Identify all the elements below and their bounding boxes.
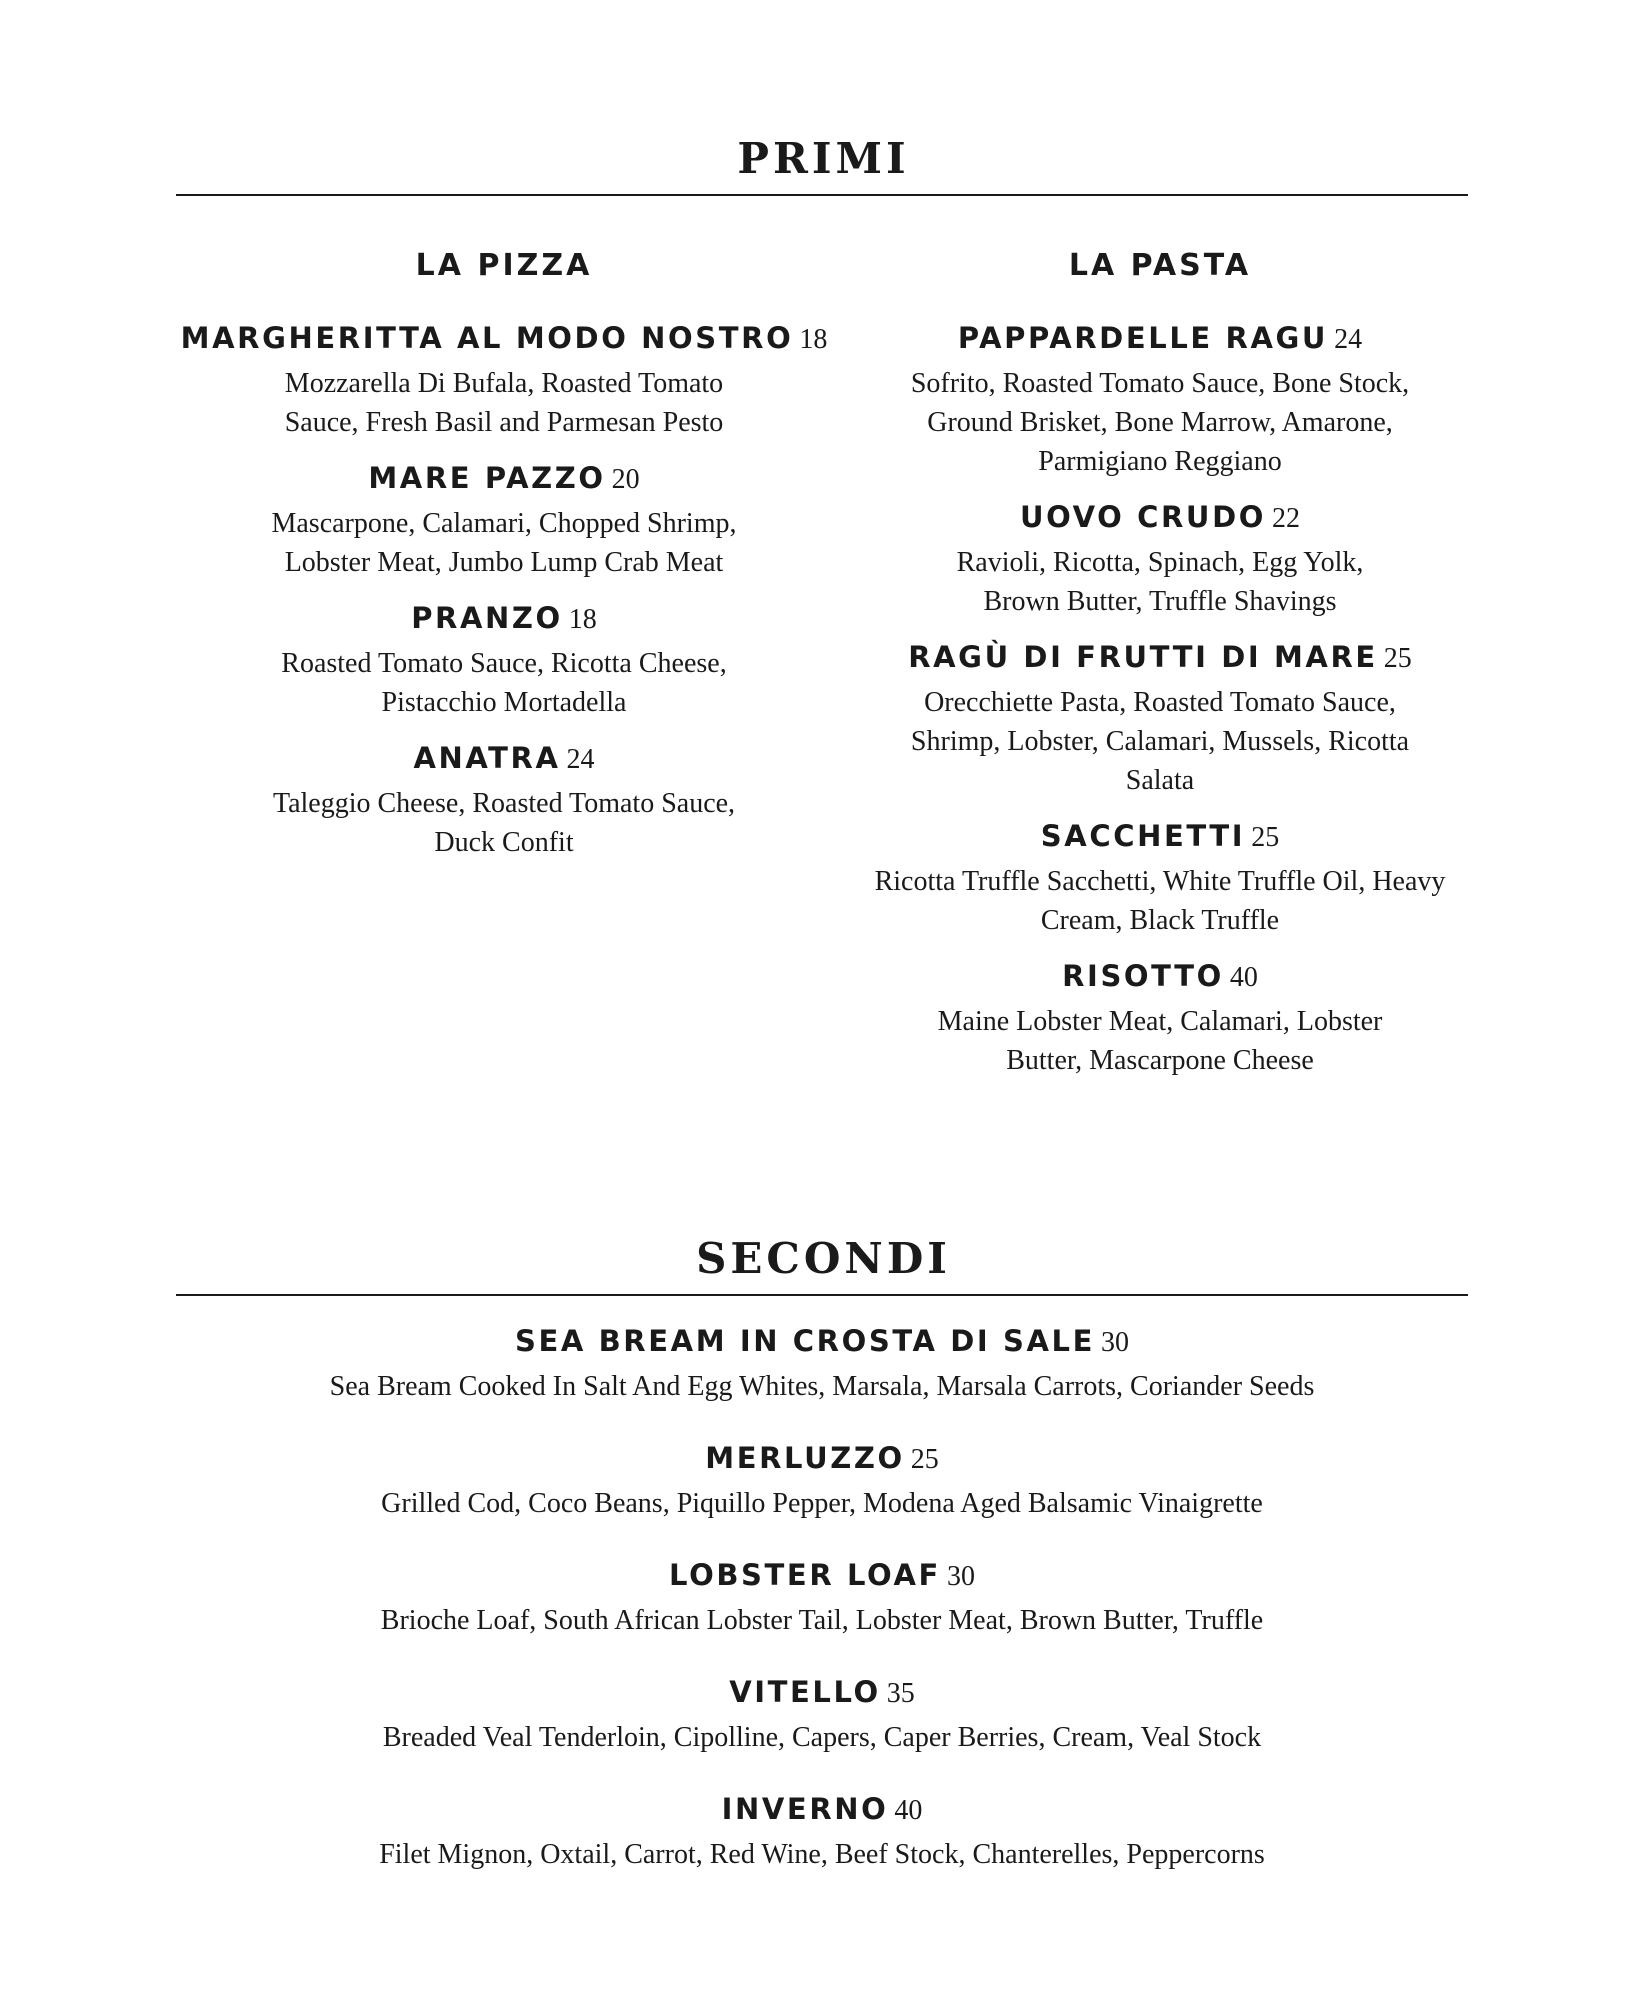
item-description: Sea Bream Cooked In Salt And Egg Whites, Marsala, Marsala Carrots, Coriander Seeds bbox=[329, 1371, 1315, 1402]
item-name: SACCHETTI bbox=[1040, 819, 1246, 853]
menu-item bbox=[176, 1789, 1468, 1875]
item-description: Mascarpone, Calamari, Chopped Shrimp, Lobster Meat, Jumbo Lump Crab Meat bbox=[271, 508, 737, 578]
secondi-title: SECONDI bbox=[696, 1234, 951, 1283]
item-name: RAGÙ DI FRUTTI DI MARE bbox=[908, 640, 1378, 674]
item-price: 18 bbox=[799, 324, 828, 355]
item-price: 20 bbox=[611, 464, 640, 495]
menu-item bbox=[832, 956, 1488, 1080]
item-price: 25 bbox=[1251, 822, 1280, 853]
item-description: Grilled Cod, Coco Beans, Piquillo Pepper, Modena Aged Balsamic Vinaigrette bbox=[381, 1488, 1263, 1519]
menu-item bbox=[176, 458, 832, 582]
item-name: MARGHERITTA AL MODO NOSTRO bbox=[180, 321, 794, 355]
pasta-heading: LA PASTA bbox=[1068, 248, 1252, 283]
menu-item bbox=[832, 497, 1488, 621]
item-description: Breaded Veal Tenderloin, Cipolline, Capers, Caper Berries, Cream, Veal Stock bbox=[382, 1722, 1262, 1753]
menu-item bbox=[176, 598, 832, 722]
item-name: MERLUZZO bbox=[705, 1441, 905, 1475]
item-description: Sofrito, Roasted Tomato Sauce, Bone Stock, Ground Brisket, Bone Marrow, Amarone, Parmigiano Reggiano bbox=[910, 368, 1410, 477]
pasta-column bbox=[832, 244, 1488, 1096]
item-description: Maine Lobster Meat, Calamari, Lobster Butter, Mascarpone Cheese bbox=[937, 1006, 1383, 1076]
item-name: SEA BREAM IN CROSTA DI SALE bbox=[514, 1324, 1096, 1358]
primi-title: PRIMI bbox=[737, 134, 910, 183]
item-description: Orecchiette Pasta, Roasted Tomato Sauce, Shrimp, Lobster, Calamari, Mussels, Ricotta Salata bbox=[910, 687, 1410, 796]
item-name: RISOTTO bbox=[1062, 959, 1224, 993]
item-description: Mozzarella Di Bufala, Roasted Tomato Sauce, Fresh Basil and Parmesan Pesto bbox=[284, 368, 724, 438]
item-price: 30 bbox=[1101, 1327, 1130, 1358]
item-description: Brioche Loaf, South African Lobster Tail, Lobster Meat, Brown Butter, Truffle bbox=[380, 1605, 1264, 1636]
menu-item bbox=[176, 318, 832, 442]
pizza-column bbox=[176, 244, 832, 878]
item-price: 40 bbox=[894, 1795, 923, 1826]
menu-item bbox=[176, 1555, 1468, 1641]
menu-item bbox=[832, 816, 1488, 940]
item-name: VITELLO bbox=[729, 1675, 881, 1709]
item-price: 35 bbox=[886, 1678, 915, 1709]
item-description: Roasted Tomato Sauce, Ricotta Cheese, Pistacchio Mortadella bbox=[281, 648, 727, 718]
secondi-list bbox=[176, 1321, 1468, 1906]
item-price: 30 bbox=[946, 1561, 975, 1592]
item-price: 40 bbox=[1229, 962, 1258, 993]
menu-item bbox=[832, 318, 1488, 481]
item-description: Taleggio Cheese, Roasted Tomato Sauce, Duck Confit bbox=[272, 788, 736, 858]
menu-item bbox=[176, 1438, 1468, 1524]
primi-divider bbox=[176, 194, 1468, 196]
item-name: ANATRA bbox=[413, 741, 561, 775]
menu-item bbox=[176, 1321, 1468, 1407]
item-price: 25 bbox=[910, 1444, 939, 1475]
item-description: Ricotta Truffle Sacchetti, White Truffle Oil, Heavy Cream, Black Truffle bbox=[874, 866, 1446, 936]
menu-item bbox=[176, 738, 832, 862]
item-description: Filet Mignon, Oxtail, Carrot, Red Wine, Beef Stock, Chanterelles, Peppercorns bbox=[379, 1839, 1265, 1870]
item-price: 24 bbox=[1334, 324, 1363, 355]
item-name: UOVO CRUDO bbox=[1020, 500, 1266, 534]
item-name: LOBSTER LOAF bbox=[669, 1558, 941, 1592]
item-description: Ravioli, Ricotta, Spinach, Egg Yolk, Brown Butter, Truffle Shavings bbox=[956, 547, 1364, 617]
item-price: 25 bbox=[1383, 643, 1412, 674]
pizza-heading: LA PIZZA bbox=[415, 248, 593, 283]
menu-item bbox=[832, 637, 1488, 800]
secondi-divider bbox=[176, 1294, 1468, 1296]
item-name: MARE PAZZO bbox=[368, 461, 606, 495]
item-price: 24 bbox=[566, 744, 595, 775]
item-name: PAPPARDELLE RAGU bbox=[957, 321, 1329, 355]
item-price: 22 bbox=[1272, 503, 1300, 534]
menu-item bbox=[176, 1672, 1468, 1758]
item-price: 18 bbox=[568, 604, 597, 635]
item-name: INVERNO bbox=[721, 1792, 889, 1826]
item-name: PRANZO bbox=[411, 601, 563, 635]
